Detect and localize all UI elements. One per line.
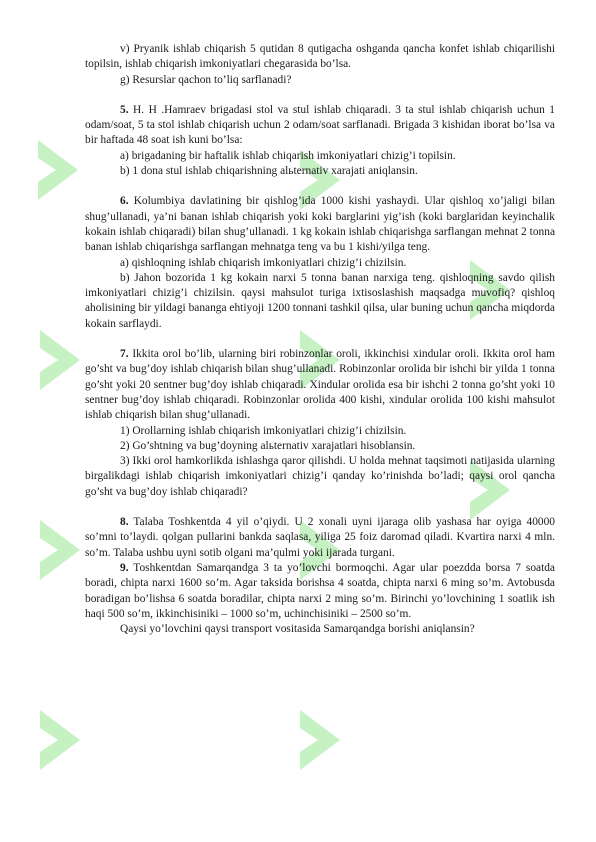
- problem-paragraph: [85, 561, 555, 622]
- paragraph-text: Ikkita orol bo’lib, ularning biri robinzonlar oroli, ikkinchisi xindular oroli. Ikkita orol ham go’sht va bug’doy ishlab chiqarish bilan shug’ullanadi. Robinzonlar orolida bir ishchi bir yilda 1 tonna go’sht yoki 20 sentner bug’doy ishlab chiqaradi. Xindular orolida esa bir ishchi 2 tonna go’sht yoki 10 sentner bug’doy ishlab chiqaradi. Robinzonlar orolida 400 kishi, xindular orolida 100 kishi mahsulot ishlab chiqarish bilan shug’ullanadi.: [85, 348, 555, 422]
- text-paragraph: [85, 271, 555, 332]
- list-item: [85, 256, 555, 271]
- paragraph-text: v) Pryanik ishlab chiqarish 5 qutidan 8 qutigacha oshganda qancha konfet ishlab chiqarilishi topilsin, ishlab chiqarish imkoniyatlari chegarasida bo’lsa.: [85, 43, 555, 71]
- paragraph-text: Qaysi yo’lovchini qaysi transport vositasida Samarqandga borishi aniqlansin?: [120, 623, 475, 636]
- problem-number: 9.: [120, 561, 129, 574]
- problem-paragraph: [85, 515, 555, 561]
- watermark-chevron-3: [40, 710, 80, 770]
- list-item: [85, 73, 555, 88]
- problem-number: 6.: [120, 195, 129, 208]
- watermark-chevron-2: [40, 520, 80, 580]
- paragraph-text: 3) Ikki orol hamkorlikda ishlashga qaror qilishdi. U holda mehnat taqsimoti natijasida ularning birgalikdagi ishlab chiqarish imkoniyatlari chizig’i qanday ko’rinishda bo’ladi; qaysi orol qancha go’sht va bug’doy ishlab chiqaradi?: [85, 455, 555, 498]
- watermark-chevron-7: [300, 710, 340, 770]
- problem-paragraph: [85, 347, 555, 423]
- paragraph-text: a) qishloqning ishlab chiqarish imkoniyatlari chizig’i chizilsin.: [120, 256, 407, 269]
- document-body: [85, 42, 555, 637]
- paragraph-text: g) Resurslar qachon to’liq sarflanadi?: [120, 73, 292, 86]
- paragraph-gap: [85, 332, 555, 347]
- problem-number: 5.: [120, 103, 129, 116]
- list-item: [85, 424, 555, 439]
- problem-number: 7.: [120, 348, 129, 361]
- paragraph-text: H. H .Hamraev brigadasi stol va stul ishlab chiqaradi. 3 ta stul ishlab chiqarish uchun 1 odam/soat, 5 ta stol ishlab chiqarish uchun 2 odam/soat sarflanadi. Brigada 3 kishidan iborat bo’lsa va bir haftada 48 soat ish kuni bo’lsa:: [85, 103, 555, 147]
- text-paragraph: [85, 454, 555, 500]
- problem-paragraph: [85, 103, 555, 149]
- problem-paragraph: [85, 194, 555, 255]
- list-item: [85, 439, 555, 454]
- list-item: [85, 164, 555, 179]
- paragraph-text: b) Jahon bozorida 1 kg kokain narxi 5 tonna banan narxiga teng. qishloqning savdo qilish imkoniyatlari chizig’i chizilsin. qaysi mahsulot turiga ixtisoslashish maqsadga muvofiq? qishloq aholisining bir yildagi bananga ehtiyoji 1200 tonnani tashkil qilsa, ular buning uchun qancha miqdorda kokain sarflaydi.: [85, 271, 555, 330]
- paragraph-text: Talaba Toshkentda 4 yil o’qiydi. U 2 xonali uyni ijaraga olib yashasa har oyiga 40000 so’mni to’laydi. qolgan pullarini bankda saqlasa, yiliga 25 foiz daromad qiladi. Kvartira narxi 4 mln. so’m. Talaba ushbu uyni sotib olgani ma’qulmi yoki ijarada turgani.: [85, 516, 555, 559]
- paragraph-gap: [85, 88, 555, 103]
- paragraph-text: b) 1 dona stul ishlab chiqarishning alьternativ xarajati aniqlansin.: [120, 165, 418, 178]
- paragraph-text: Kolumbiya davlatining bir qishlog’ida 1000 kishi yashaydi. Ular qishloq xo’jaligi bilan shug’ullanadi, ya’ni banan ishlab chiqarish yoki koki barglarini yig’ish (koki barglaridan keyinchalik kokain ishlab chiqaradi) bilan shug’ullanadi. 1 kg kokain ishlab chiqarishga sarflangan mehnat 2 tonna banan ishlab chiqarishga sarflangan mehnatga teng va bu 1 kishi/yilga teng.: [85, 195, 555, 254]
- problem-number: 8.: [120, 516, 129, 529]
- list-item: [85, 149, 555, 164]
- list-item: [85, 622, 555, 637]
- paragraph-text: 2) Go’shtning va bug’doyning alьternativ xarajatlari hisoblansin.: [120, 439, 416, 452]
- watermark-chevron-1: [40, 330, 80, 390]
- paragraph-text: a) brigadaning bir haftalik ishlab chiqarish imkoniyatlari chizig’i topilsin.: [120, 149, 456, 162]
- paragraph-text: 1) Orollarning ishlab chiqarish imkoniyatlari chizig’i chizilsin.: [120, 424, 407, 437]
- text-paragraph: [85, 42, 555, 73]
- paragraph-text: Toshkentdan Samarqandga 3 ta yo’lovchi bormoqchi. Agar ular poezdda borsa 7 soatda boradi, chipta narxi 1600 so’m. Agar taksida borishsa 4 soatda, chipta narxi 6 ming so’m. Avtobusda boradigan bo’lishsa 6 soatda boradilar, chipta narxi 2 ming so’m. Birinchi yo’lovchining 1 soatlik ish haqi 500 so’m, ikkinchisiniki – 1000 so’m, uchinchisiniki – 2500 so’m.: [85, 561, 555, 620]
- paragraph-gap: [85, 179, 555, 194]
- watermark-chevron-0: [38, 140, 78, 200]
- paragraph-gap: [85, 500, 555, 515]
